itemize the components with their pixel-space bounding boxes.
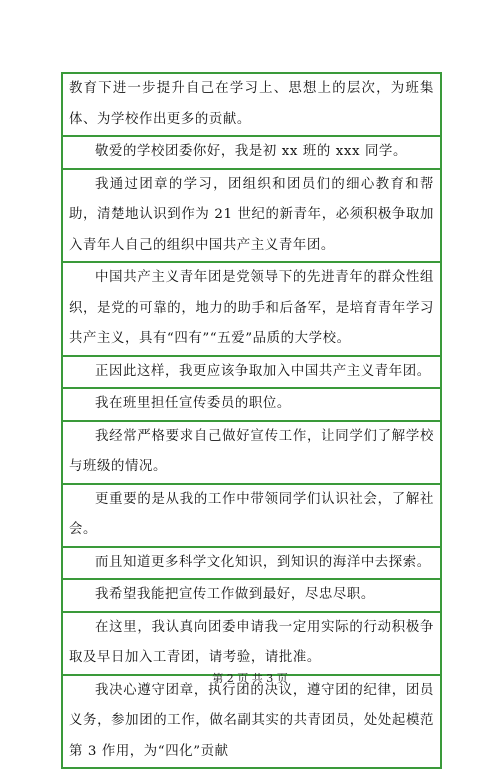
paragraph-text: 更重要的是从我的工作中带领同学们认识社会，了解社会。 [69,485,434,546]
paragraph-text: 我希望我能把宣传工作做到最好，尽忠尽职。 [69,580,434,611]
paragraph-text: 我决心遵守团章，执行团的决议，遵守团的纪律，团员义务，参加团的工作，做名副其实的共青团员，处处起模范第 3 作用，为“四化”贡献 [69,676,434,768]
paragraph-row [63,676,440,769]
paragraph-row [63,485,440,548]
paragraph-text: 在这里，我认真向团委申请我一定用实际的行动积极争取及早日加入工青团，请考验，请批准。 [69,613,434,674]
paragraph-row [63,580,440,613]
paragraph-row [63,74,440,137]
paragraph-text: 我经常严格要求自己做好宣传工作，让同学们了解学校与班级的情况。 [69,422,434,483]
paragraph-row [63,548,440,581]
paragraph-text: 敬爱的学校团委你好，我是初 xx 班的 xxx 同学。 [69,137,434,168]
document-table [61,72,442,769]
paragraph-row [63,613,440,676]
paragraph-row [63,137,440,170]
paragraph-row [63,170,440,264]
paragraph-row [63,357,440,390]
paragraph-row [63,422,440,485]
paragraph-text: 教育下进一步提升自己在学习上、思想上的层次，为班集体、为学校作出更多的贡献。 [69,74,434,135]
paragraph-text: 我在班里担任宣传委员的职位。 [69,389,434,420]
paragraph-text: 中国共产主义青年团是党领导下的先进青年的群众性组织，是党的可靠的，地力的助手和后备军，是培育青年学习共产主义，具有“四有”“五爱”品质的大学校。 [69,263,434,355]
paragraph-text: 我通过团章的学习，团组织和团员们的细心教育和帮助，清楚地认识到作为 21 世纪的新青年，必须积极争取加入青年人自己的组织中国共产主义青年团。 [69,170,434,262]
paragraph-row [63,389,440,422]
page-number: 第 2 页 共 3 页 [0,670,500,686]
paragraph-text: 而且知道更多科学文化知识，到知识的海洋中去探索。 [69,548,434,579]
paragraph-row [63,263,440,357]
paragraph-text: 正因此这样，我更应该争取加入中国共产主义青年团。 [69,357,434,388]
